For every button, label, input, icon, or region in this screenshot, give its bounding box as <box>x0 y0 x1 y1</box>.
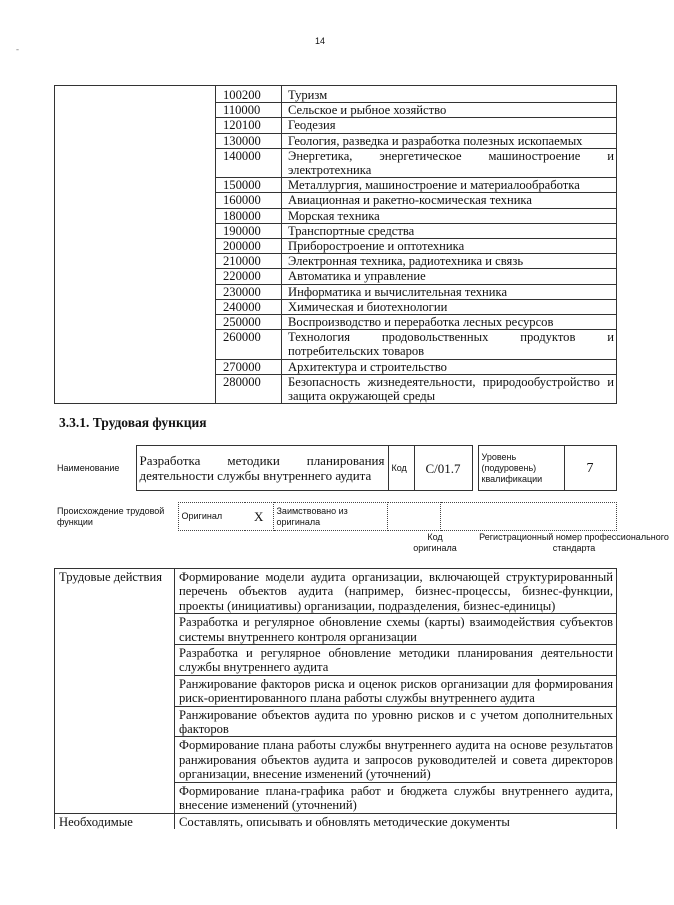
required-skills-label: Необходимые <box>55 813 175 829</box>
code-name-cell: Архитектура и строительство <box>282 359 617 374</box>
function-origin-table <box>54 502 617 531</box>
labor-action-text: Формирование модели аудита организации, включающей структурированный перечень объектов аудита (например, бизнес-процессы, бизнес-функции, проекты (инициативы) организации, подразделения, бизнес-единицы) <box>175 569 617 614</box>
code-name-cell: Сельское и рыбное хозяйство <box>282 103 617 118</box>
codes-blank-cell <box>55 86 216 404</box>
code-cell: 240000 <box>216 299 282 314</box>
code-name-cell: Авиационная и ракетно-космическая техника <box>282 193 617 208</box>
code-cell: 250000 <box>216 315 282 330</box>
code-name-cell: Геология, разведка и разработка полезных ископаемых <box>282 133 617 148</box>
code-cell: 190000 <box>216 223 282 238</box>
code-cell: 220000 <box>216 269 282 284</box>
code-name-cell: Электронная техника, радиотехника и связь <box>282 254 617 269</box>
origin-captions <box>54 532 669 560</box>
code-cell: 100200 <box>216 86 282 103</box>
code-cell: 270000 <box>216 359 282 374</box>
original-code-caption: Код оригинала <box>413 532 457 553</box>
code-name-cell: Морская техника <box>282 208 617 223</box>
labor-action-text: Формирование плана-графика работ и бюджета службы внутреннего аудита, внесение изменений (уточнений) <box>175 782 617 813</box>
original-label: Оригинал <box>178 503 245 531</box>
code-cell: 160000 <box>216 193 282 208</box>
required-skills-row <box>55 813 617 829</box>
code-cell: 210000 <box>216 254 282 269</box>
function-name-text: Разработка методики планирования деятельности службы внутреннего аудита <box>139 453 385 483</box>
borrowed-label <box>273 503 387 531</box>
level-value: 7 <box>564 446 616 491</box>
code-name-cell: Технология продовольственных продуктов и потребительских товаров <box>282 330 617 359</box>
code-row <box>55 86 617 103</box>
code-name-cell: Автоматика и управление <box>282 269 617 284</box>
code-cell: 180000 <box>216 208 282 223</box>
labor-action-text: Разработка и регулярное обновление методики планирования деятельности службы внутреннего аудита <box>175 645 617 676</box>
code-cell: 280000 <box>216 374 282 403</box>
labor-action-row <box>55 569 617 614</box>
code-name-cell: Воспроизводство и переработка лесных ресурсов <box>282 315 617 330</box>
code-name-cell: Транспортные средства <box>282 223 617 238</box>
naming-label: Наименование <box>57 462 120 473</box>
labor-actions-label: Трудовые действия <box>55 569 175 814</box>
labor-action-text: Ранжирование объектов аудита по уровню рисков и с учетом дополнительных факторов <box>175 706 617 737</box>
specialty-codes-table <box>54 85 617 404</box>
section-heading: 3.3.1. Трудовая функция <box>59 415 207 430</box>
code-cell: 200000 <box>216 239 282 254</box>
code-name-cell: Безопасность жизнедеятельности, природообустройство и защита окружающей среды <box>282 374 617 403</box>
required-skill-text: Составлять, описывать и обновлять методические документы <box>175 813 617 829</box>
code-name-cell: Туризм <box>282 86 617 103</box>
page-number: 14 <box>314 36 325 46</box>
level-label: Уровень (подуровень) квалификации <box>478 446 564 491</box>
labor-action-text: Формирование плана работы службы внутреннего аудита на основе результатов ранжирования объектов аудита и запросов руководителей и совета директоров организации, внесение изменений (уточнений) <box>175 737 617 782</box>
code-cell: 140000 <box>216 148 282 177</box>
code-cell: 120100 <box>216 118 282 133</box>
function-naming-table <box>54 445 617 491</box>
code-name-cell: Геодезия <box>282 118 617 133</box>
labor-actions-table <box>54 568 617 829</box>
code-cell: 110000 <box>216 103 282 118</box>
origin-label: Происхождение трудовой функции <box>57 505 165 527</box>
code-cell: 230000 <box>216 284 282 299</box>
margin-mark: - <box>16 44 19 54</box>
borrowed-label-text: Заимствовано из оригинала <box>276 505 348 527</box>
registration-number-caption: Регистрационный номер профессионального стандарта <box>479 532 669 553</box>
code-value: C/01.7 <box>414 446 472 491</box>
code-cell: 130000 <box>216 133 282 148</box>
function-name-value <box>136 446 388 491</box>
code-name-cell: Химическая и биотехнологии <box>282 299 617 314</box>
original-code-cell <box>387 503 440 531</box>
code-name-cell: Металлургия, машиностроение и материалообработка <box>282 178 617 193</box>
codes-table-body <box>55 86 617 404</box>
registration-number-cell <box>440 503 616 531</box>
code-name-cell: Энергетика, энергетическое машиностроение и электротехника <box>282 148 617 177</box>
code-name-cell: Информатика и вычислительная техника <box>282 284 617 299</box>
original-mark: X <box>245 503 273 531</box>
labor-action-text: Разработка и регулярное обновление схемы (карты) взаимодействия субъектов системы внутреннего контроля организации <box>175 614 617 645</box>
code-name-cell: Приборостроение и оптотехника <box>282 239 617 254</box>
code-cell: 260000 <box>216 330 282 359</box>
labor-actions-body <box>55 569 617 829</box>
labor-action-text: Ранжирование факторов риска и оценок рисков организации для формирования риск-ориентированного плана работы службы внутреннего аудита <box>175 675 617 706</box>
code-cell: 150000 <box>216 178 282 193</box>
code-label: Код <box>388 446 414 491</box>
